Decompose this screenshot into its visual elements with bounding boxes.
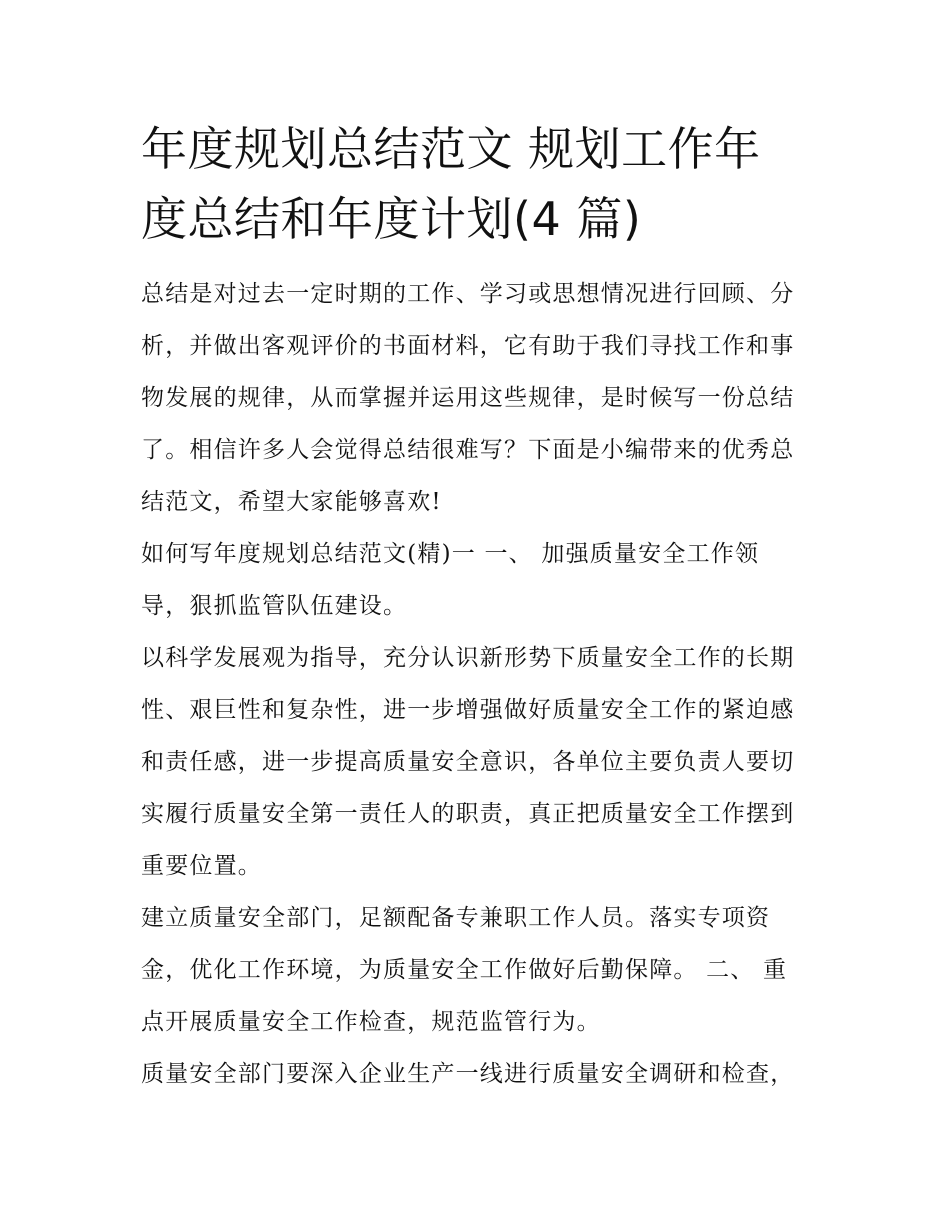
body-paragraph <box>141 632 813 892</box>
text-line: 总结是对过去一定时期的工作、学习或思想情况进行回顾、分 <box>141 281 795 307</box>
body-paragraph <box>141 892 813 1048</box>
text-line: 和责任感，进一步提高质量安全意识，各单位主要负责人要切 <box>141 749 795 775</box>
text-line: 以科学发展观为指导，充分认识新形势下质量安全工作的长期 <box>141 645 795 671</box>
text-line: 重要位置。 <box>141 853 262 879</box>
document-title <box>141 114 813 254</box>
title-line: 度总结和年度计划(4 篇) <box>141 192 642 246</box>
section-heading-paragraph <box>141 528 813 632</box>
text-line: 结范文，希望大家能够喜欢! <box>141 489 442 515</box>
document-content <box>141 114 813 1100</box>
text-line: 质量安全部门要深入企业生产一线进行质量安全调研和检查， <box>141 1061 795 1087</box>
title-line: 年度规划总结范文 规划工作年 <box>141 122 761 176</box>
text-line: 点开展质量安全工作检查，规范监管行为。 <box>141 1009 601 1035</box>
text-line: 析，并做出客观评价的书面材料，它有助于我们寻找工作和事 <box>141 333 795 359</box>
text-line: 了。相信许多人会觉得总结很难写？下面是小编带来的优秀总 <box>141 437 795 463</box>
text-line: 导，狠抓监管队伍建设。 <box>141 593 408 619</box>
text-line: 建立质量安全部门，足额配备专兼职工作人员。落实专项资 <box>141 905 771 931</box>
text-line: 实履行质量安全第一责任人的职责，真正把质量安全工作摆到 <box>141 801 795 827</box>
text-line: 性、艰巨性和复杂性，进一步增强做好质量安全工作的紧迫感 <box>141 697 795 723</box>
text-line: 如何写年度规划总结范文(精)一 一、 加强质量安全工作领 <box>141 541 760 567</box>
intro-paragraph <box>141 268 813 528</box>
body-paragraph <box>141 1048 813 1100</box>
text-line: 金，优化工作环境，为质量安全工作做好后勤保障。 二、 重 <box>141 957 788 983</box>
text-line: 物发展的规律，从而掌握并运用这些规律，是时候写一份总结 <box>141 385 795 411</box>
document-body <box>141 268 813 1100</box>
